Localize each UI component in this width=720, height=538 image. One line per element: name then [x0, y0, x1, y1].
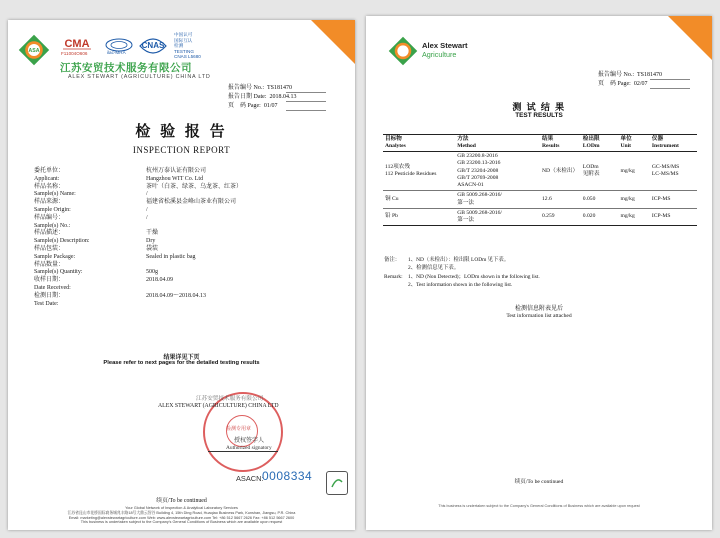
table-cell-instrument: GC-MS/MS LC-MS/MS	[651, 163, 680, 178]
report-fields	[34, 168, 242, 308]
table-row	[383, 191, 697, 209]
table-cell-result: 0.259	[541, 213, 555, 220]
remark-row: Remark: 1、ND (Non Detected)；LODm shown in the following list.	[384, 273, 540, 280]
stamp-company-en: ALEX STEWART (AGRICULTURE) CHINA LTD	[158, 403, 279, 409]
field-row	[34, 246, 242, 262]
field-row	[34, 184, 242, 200]
report-number: TS181470	[267, 85, 293, 91]
report-page-2	[366, 16, 712, 530]
report-number-row: 报告编号 No.: TS181470	[598, 72, 663, 78]
table-cell-lod: LODm 见附表	[582, 163, 600, 178]
table-row	[383, 208, 697, 226]
results-title-cn: 测 试 结 果	[512, 102, 566, 112]
field-label-cn-value: 袋装	[146, 245, 159, 252]
table-cell-analyte: 112项农残 112 Pesticide Residues	[385, 163, 437, 178]
table-cell-method: GB 23200.8-2016 GB 23200.13-2016 GB/T 23204-2008 GB/T 20769-2008 ASACN-01	[457, 152, 501, 189]
signatory-cn: 授权签字人	[234, 438, 265, 444]
serial-label: ASACN:	[236, 474, 264, 483]
qr-seal-icon	[326, 471, 348, 495]
field-row	[34, 230, 242, 246]
cnas-logo-icon	[136, 34, 170, 58]
column-header: 仪器 Instrument	[651, 136, 679, 149]
remark-row: 2、检测信息见下表。	[408, 265, 460, 272]
field-row	[34, 199, 242, 215]
field-label-en: Applicant:	[34, 175, 60, 182]
field-label-cn: 样品名称：	[34, 183, 65, 190]
stamp-company-cn: 江苏安贸技术服务有限公司	[196, 396, 264, 402]
field-label-en-value: /	[146, 206, 148, 213]
field-row	[34, 262, 242, 278]
cnas-reg-line: 检测	[174, 43, 184, 49]
field-label-cn-value: 2018.04.09～2018.04.13	[146, 292, 207, 299]
field-row	[34, 277, 242, 293]
table-row	[383, 151, 697, 190]
brand-subtitle: Agriculture	[422, 50, 457, 59]
report-number-row: 报告编号 No.: TS181470	[228, 85, 293, 91]
field-row	[34, 293, 242, 309]
page-number: 01/07	[263, 103, 278, 109]
footer-line: Your Global Network of Inspection & Analytical Laboratory Services	[125, 506, 238, 510]
remarks-block	[384, 256, 540, 290]
page1-footer	[8, 506, 355, 525]
table-cell-instrument: ICP-MS	[651, 195, 671, 202]
cnas-reg-line: CNAS L5680	[174, 54, 201, 60]
page-number-row: 页 码 Page: 01/07	[228, 103, 278, 109]
page-number-row: 页 码 Page: 02/07	[598, 81, 648, 87]
field-row	[34, 215, 242, 231]
field-label-cn: 样品来源：	[34, 199, 65, 206]
table-cell-analyte: 铜 Cu	[385, 195, 399, 202]
table-cell-method: GB 5009.268-2016/ 第一法	[457, 209, 502, 224]
alex-stewart-logo-icon	[388, 36, 418, 66]
field-label-cn-value: 福建省松溪县金峰山茶业有限公司	[146, 199, 237, 206]
cnas-reg-line: TESTING	[174, 48, 194, 54]
field-label-cn: 样品编号：	[34, 214, 65, 221]
field-label-en-value: Dry	[146, 238, 156, 245]
field-row	[34, 168, 242, 184]
field-label-cn: 样品包装：	[34, 245, 65, 252]
results-note-cn: 结果详见下页	[163, 355, 200, 361]
field-label-cn-value: 干燥	[146, 230, 159, 237]
cma-label: CMA	[64, 38, 90, 50]
cnas-reg-line: 国际互认	[174, 37, 193, 43]
page-number: 02/07	[633, 81, 648, 87]
attached-note-cn: 检测信息附表见后	[514, 306, 563, 312]
field-label-en: Sample Origin:	[34, 206, 71, 213]
table-cell-result: 12.6	[541, 195, 552, 202]
logo-mark-text: ASA	[28, 48, 40, 54]
field-label-en: Sample(s) Description:	[34, 238, 90, 245]
results-table-header	[383, 135, 697, 152]
cnas-label: CNAS	[141, 41, 165, 50]
continued-label: 续页/To be continued	[514, 479, 564, 485]
report-number: TS181470	[637, 72, 663, 78]
report-date: 2018.04.13	[269, 94, 297, 100]
column-header: 检出限 LODm	[582, 136, 600, 149]
report-title-en: INSPECTION REPORT	[132, 145, 231, 155]
report-page-1	[8, 20, 355, 530]
signatory-en: Authorized signatory	[226, 445, 272, 451]
company-name-en: ALEX STEWART (AGRICULTURE) CHINA LTD	[68, 74, 211, 80]
report-meta	[228, 84, 297, 111]
brand-name: Alex Stewart	[422, 41, 468, 50]
table-cell-result: ND（未检出）	[541, 167, 579, 174]
field-label-cn: 样品数量：	[34, 261, 65, 268]
report-date-row: 报告日期 Date: 2018.04.13	[228, 94, 297, 100]
cma-number: F11004O606	[61, 51, 88, 56]
field-label-en: Sample Package:	[34, 253, 76, 260]
ilac-logo-icon	[104, 36, 134, 56]
column-header: 结果 Results	[541, 136, 560, 149]
column-header: 目标物 Analytes	[385, 136, 406, 149]
remark-row: 2、Test information shown in the following list.	[408, 282, 513, 289]
field-label-cn: 检测日期：	[34, 292, 65, 299]
field-label-en: Test Date:	[34, 300, 59, 307]
alex-stewart-logo-icon	[18, 34, 50, 66]
results-title-en: TEST RESULTS	[515, 112, 563, 119]
footer-line: This business is undertaken subject to the Company's General Conditions of Business which are available upon request	[80, 520, 283, 525]
field-label-en: Date Received:	[34, 284, 71, 291]
table-cell-unit: mg/kg	[620, 195, 635, 202]
table-cell-lod: 0.020	[582, 213, 596, 220]
footer-line: Email: marketing@alexstewartagriculture.com Web: www.alexstewartagriculture.com Tel: +86 512 5667 2626 Fax: +86 512 5667 2600	[68, 515, 295, 520]
field-label-cn-value: 2018.04.09	[146, 277, 173, 284]
column-header: 单位 Unit	[620, 136, 632, 149]
field-label-cn-value: 茶叶（白茶、绿茶、乌龙茶、红茶）	[146, 183, 243, 190]
table-cell-analyte: 铅 Pb	[385, 213, 398, 220]
table-cell-method: GB 5009.268-2016/ 第一法	[457, 192, 502, 206]
cma-logo-icon	[60, 34, 94, 56]
table-cell-unit: mg/kg	[620, 167, 635, 174]
orange-corner-decoration	[668, 16, 712, 60]
field-label-en: Sample(s) Name:	[34, 191, 76, 198]
report-title-cn: 检 验 报 告	[135, 124, 228, 140]
field-label-en-value: 500g	[146, 269, 158, 276]
field-label-en: Sample(s) No.:	[34, 222, 71, 229]
field-label-en-value: Sealed in plastic bag	[146, 253, 196, 260]
cnas-registration-block	[174, 32, 201, 60]
attached-note-en: Test information list attached	[506, 313, 572, 319]
field-label-cn-value: /	[146, 214, 148, 221]
orange-corner-decoration	[311, 20, 355, 64]
company-name-cn: 江苏安贸技术服务有限公司	[60, 62, 192, 74]
page2-footer: This business is undertaken subject to the Company's General Conditions of Business which are available upon request	[438, 504, 640, 508]
field-label-cn: 委托单位：	[34, 168, 65, 174]
remark-row: 备注： 1、ND（未检出）：检出限 LODm 见下表。	[384, 257, 510, 263]
serial-number: 0008334	[262, 469, 313, 483]
results-table	[383, 134, 697, 226]
field-label-cn: 收样日期：	[34, 277, 65, 284]
column-header: 方法 Method	[457, 136, 476, 149]
table-cell-unit: mg/kg	[620, 213, 635, 220]
table-cell-instrument: ICP-MS	[651, 213, 671, 220]
cnas-reg-line: 中国认可	[174, 32, 193, 37]
field-label-cn: 样品描述：	[34, 230, 65, 237]
report-meta	[598, 71, 662, 89]
footer-line: 江苏省昆山市花桥国际商务城兆丰路18号大鼎云智谷 Building 4, 15th Ding Road, Huaqiao Business Park, Kunshan, Jiangsu, P.R. China	[67, 510, 296, 515]
table-cell-lod: 0.050	[582, 195, 596, 202]
results-note-en: Please refer to next pages for the detailed testing results	[103, 360, 260, 366]
ilac-label: ilac-MRA	[107, 50, 126, 55]
field-label-en-value: Hangzhou WIT Co. Ltd	[146, 175, 204, 182]
stamp-inner-text: 检测专用章	[226, 427, 252, 432]
field-label-en-value: /	[146, 191, 148, 198]
field-label-en: Sample(s) Quantity:	[34, 269, 83, 276]
field-label-cn-value: 杭州万泰认证有限公司	[146, 168, 207, 174]
continued-label: 续页/To be continued	[156, 498, 207, 504]
